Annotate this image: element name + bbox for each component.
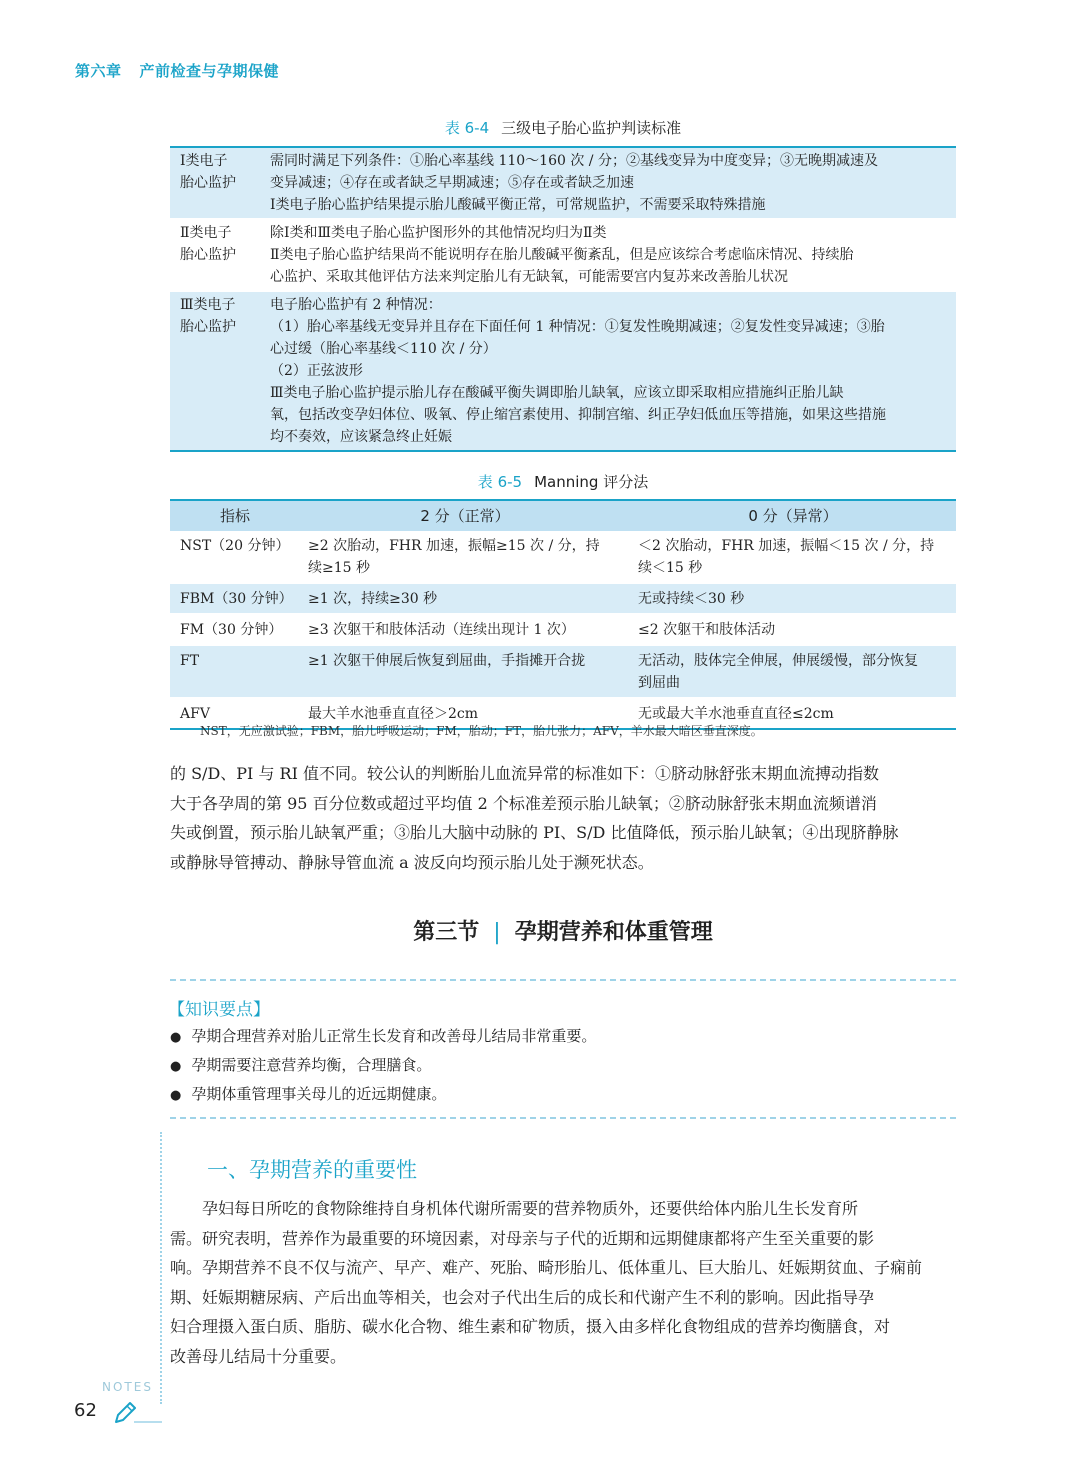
margin-rule [160,1132,162,1404]
divider [170,1117,956,1119]
table-title: Manning 评分法 [534,473,649,491]
table-title: 三级电子胎心监护判读标准 [501,119,682,137]
column-header: 指标 [170,500,300,531]
cell-abnormal: 无活动，肢体完全伸展，伸展缓慢，部分恢复 到屈曲 [630,645,956,698]
section-separator: | [493,920,501,945]
row-key: Ⅱ类电子 胎心监护 [170,219,264,291]
column-header: 0 分（异常） [630,500,956,531]
table-row [170,531,956,583]
key-points-list [170,1022,596,1109]
row-key: Ⅲ类电子 胎心监护 [170,291,264,451]
page-number: 62 [74,1400,97,1421]
table-row [170,147,956,219]
cell-abnormal: ＜2 次胎动，FHR 加速，振幅＜15 次 / 分，持 续＜15 秒 [638,538,935,576]
table-6-5 [170,499,956,730]
cell-indicator: AFV [170,698,300,729]
table-row [170,583,956,614]
cell-indicator: NST（20 分钟） [180,538,290,554]
section-heading [170,915,956,946]
cell-abnormal: 无或持续＜30 秒 [630,583,956,614]
row-content: 除Ⅰ类和Ⅲ类电子胎心监护图形外的其他情况均归为Ⅱ类 Ⅱ类电子胎心监护结果尚不能说明存在胎儿酸碱平衡紊乱，但是应该综合考虑临床情况、持续胎 心监护、采取其他评估方法来判定胎儿有无缺氧，可能需要宫内复苏来改善胎儿状况 [264,219,956,291]
running-header [75,60,279,81]
cell-normal: ≥2 次胎动，FHR 加速，振幅≥15 次 / 分，持 续≥15 秒 [308,538,600,576]
row-key: Ⅰ类电子 胎心监护 [170,147,264,219]
row-content: 电子胎心监护有 2 种情况： （1）胎心率基线无变异并且存在下面任何 1 种情况：①复发性晚期减速；②复发性变异减速；③胎 心过缓（胎心率基线＜110 次 / 分） （2）正弦波形 Ⅲ类电子胎心监护提示胎儿存在酸碱平衡失调即胎儿缺氧，应该立即采取相应措施纠正胎儿缺 氧，包括改变孕妇体位、吸氧、停止缩宫素使用、抑制宫缩、纠正孕妇低血压等措施，如果这些措施 均不奏效，应该紧急终止妊娠 [264,291,956,451]
key-points-title: 【知识要点】 [168,1000,270,1020]
table-number: 表 6-4 [444,119,490,137]
cell-indicator: FT [170,645,300,698]
cell-abnormal: 无或最大羊水池垂直直径≤2cm [630,698,956,729]
body-paragraph: 孕妇每日所吃的食物除维持自身机体代谢所需要的营养物质外，还要供给体内胎儿生长发育所 需。研究表明，营养作为最重要的环境因素，对母亲与子代的近期和远期健康都将产生至关重要的影 响。孕期营养不良不仅与流产、早产、难产、死胎、畸形胎儿、低体重儿、巨大胎儿、妊娠期贫血、子痫前 期、妊娠期糖尿病、产后出血等相关，也会对子代出生后的成长和代谢产生不利的影响。因此指导孕 妇合理摄入蛋白质、脂肪、碳水化合物、维生素和矿物质，摄入由多样化食物组成的营养均衡膳食，对 改善母儿结局十分重要。 [170,1199,923,1366]
pencil-icon [112,1400,164,1426]
cell-normal: 最大羊水池垂直直径＞2cm [300,698,630,729]
section-number: 第三节 [413,920,480,945]
table-footnote: NST，无应激试验；FBM，胎儿呼吸运动；FM，胎动；FT，胎儿张力；AFV，羊水最大暗区垂直深度。 [200,724,763,738]
chapter-number: 第六章 [75,62,122,80]
cell-indicator: FBM（30 分钟） [170,583,300,614]
table-number: 表 6-5 [477,473,523,491]
list-item: ● 孕期体重管理事关母儿的近远期健康。 [170,1080,596,1109]
table-header-row [170,500,956,531]
cell-indicator: FM（30 分钟） [170,614,300,645]
chapter-title: 产前检查与孕期保健 [139,62,280,80]
notes-label: NOTES [102,1380,153,1394]
divider [170,979,956,981]
cell-normal: ≥1 次，持续≥30 秒 [300,583,630,614]
cell-normal: ≥3 次躯干和肢体活动（连续出现计 1 次） [300,614,630,645]
row-content: 需同时满足下列条件：①胎心率基线 110～160 次 / 分；②基线变异为中度变异；③无晚期减速及 变异减速；④存在或者缺乏早期减速；⑤存在或者缺乏加速 Ⅰ类电子胎心监护结果提示胎儿酸碱平衡正常，可常规监护，不需要采取特殊措施 [264,147,956,219]
table-row [170,614,956,645]
column-header: 2 分（正常） [300,500,630,531]
section-title: 孕期营养和体重管理 [514,920,713,945]
subsection-heading: 一、孕期营养的重要性 [207,1158,417,1182]
table-6-4 [170,146,956,452]
cell-normal: ≥1 次躯干伸展后恢复到屈曲，手指摊开合拢 [300,645,630,698]
cell-abnormal: ≤2 次躯干和肢体活动 [630,614,956,645]
body-paragraph: 的 S/D、PI 与 RI 值不同。较公认的判断胎儿血流异常的标准如下：①脐动脉舒张末期血流搏动指数 大于各孕周的第 95 百分位数或超过平均值 2 个标准差预示胎儿缺氧；②脐动脉舒张末期血流频谱消 失或倒置，预示胎儿缺氧严重；③胎儿大脑中动脉的 PI、S/D 比值降低，预示胎儿缺氧；④出现脐静脉 或静脉导管搏动、静脉导管血流 a 波反向均预示胎儿处于濒死状态。 [170,764,899,872]
table-6-4-caption [170,117,956,138]
table-row [170,645,956,698]
table-row [170,219,956,291]
list-item: ● 孕期合理营养对胎儿正常生长发育和改善母儿结局非常重要。 [170,1022,596,1051]
table-6-5-caption [170,471,956,492]
list-item: ● 孕期需要注意营养均衡，合理膳食。 [170,1051,596,1080]
table-row [170,291,956,451]
